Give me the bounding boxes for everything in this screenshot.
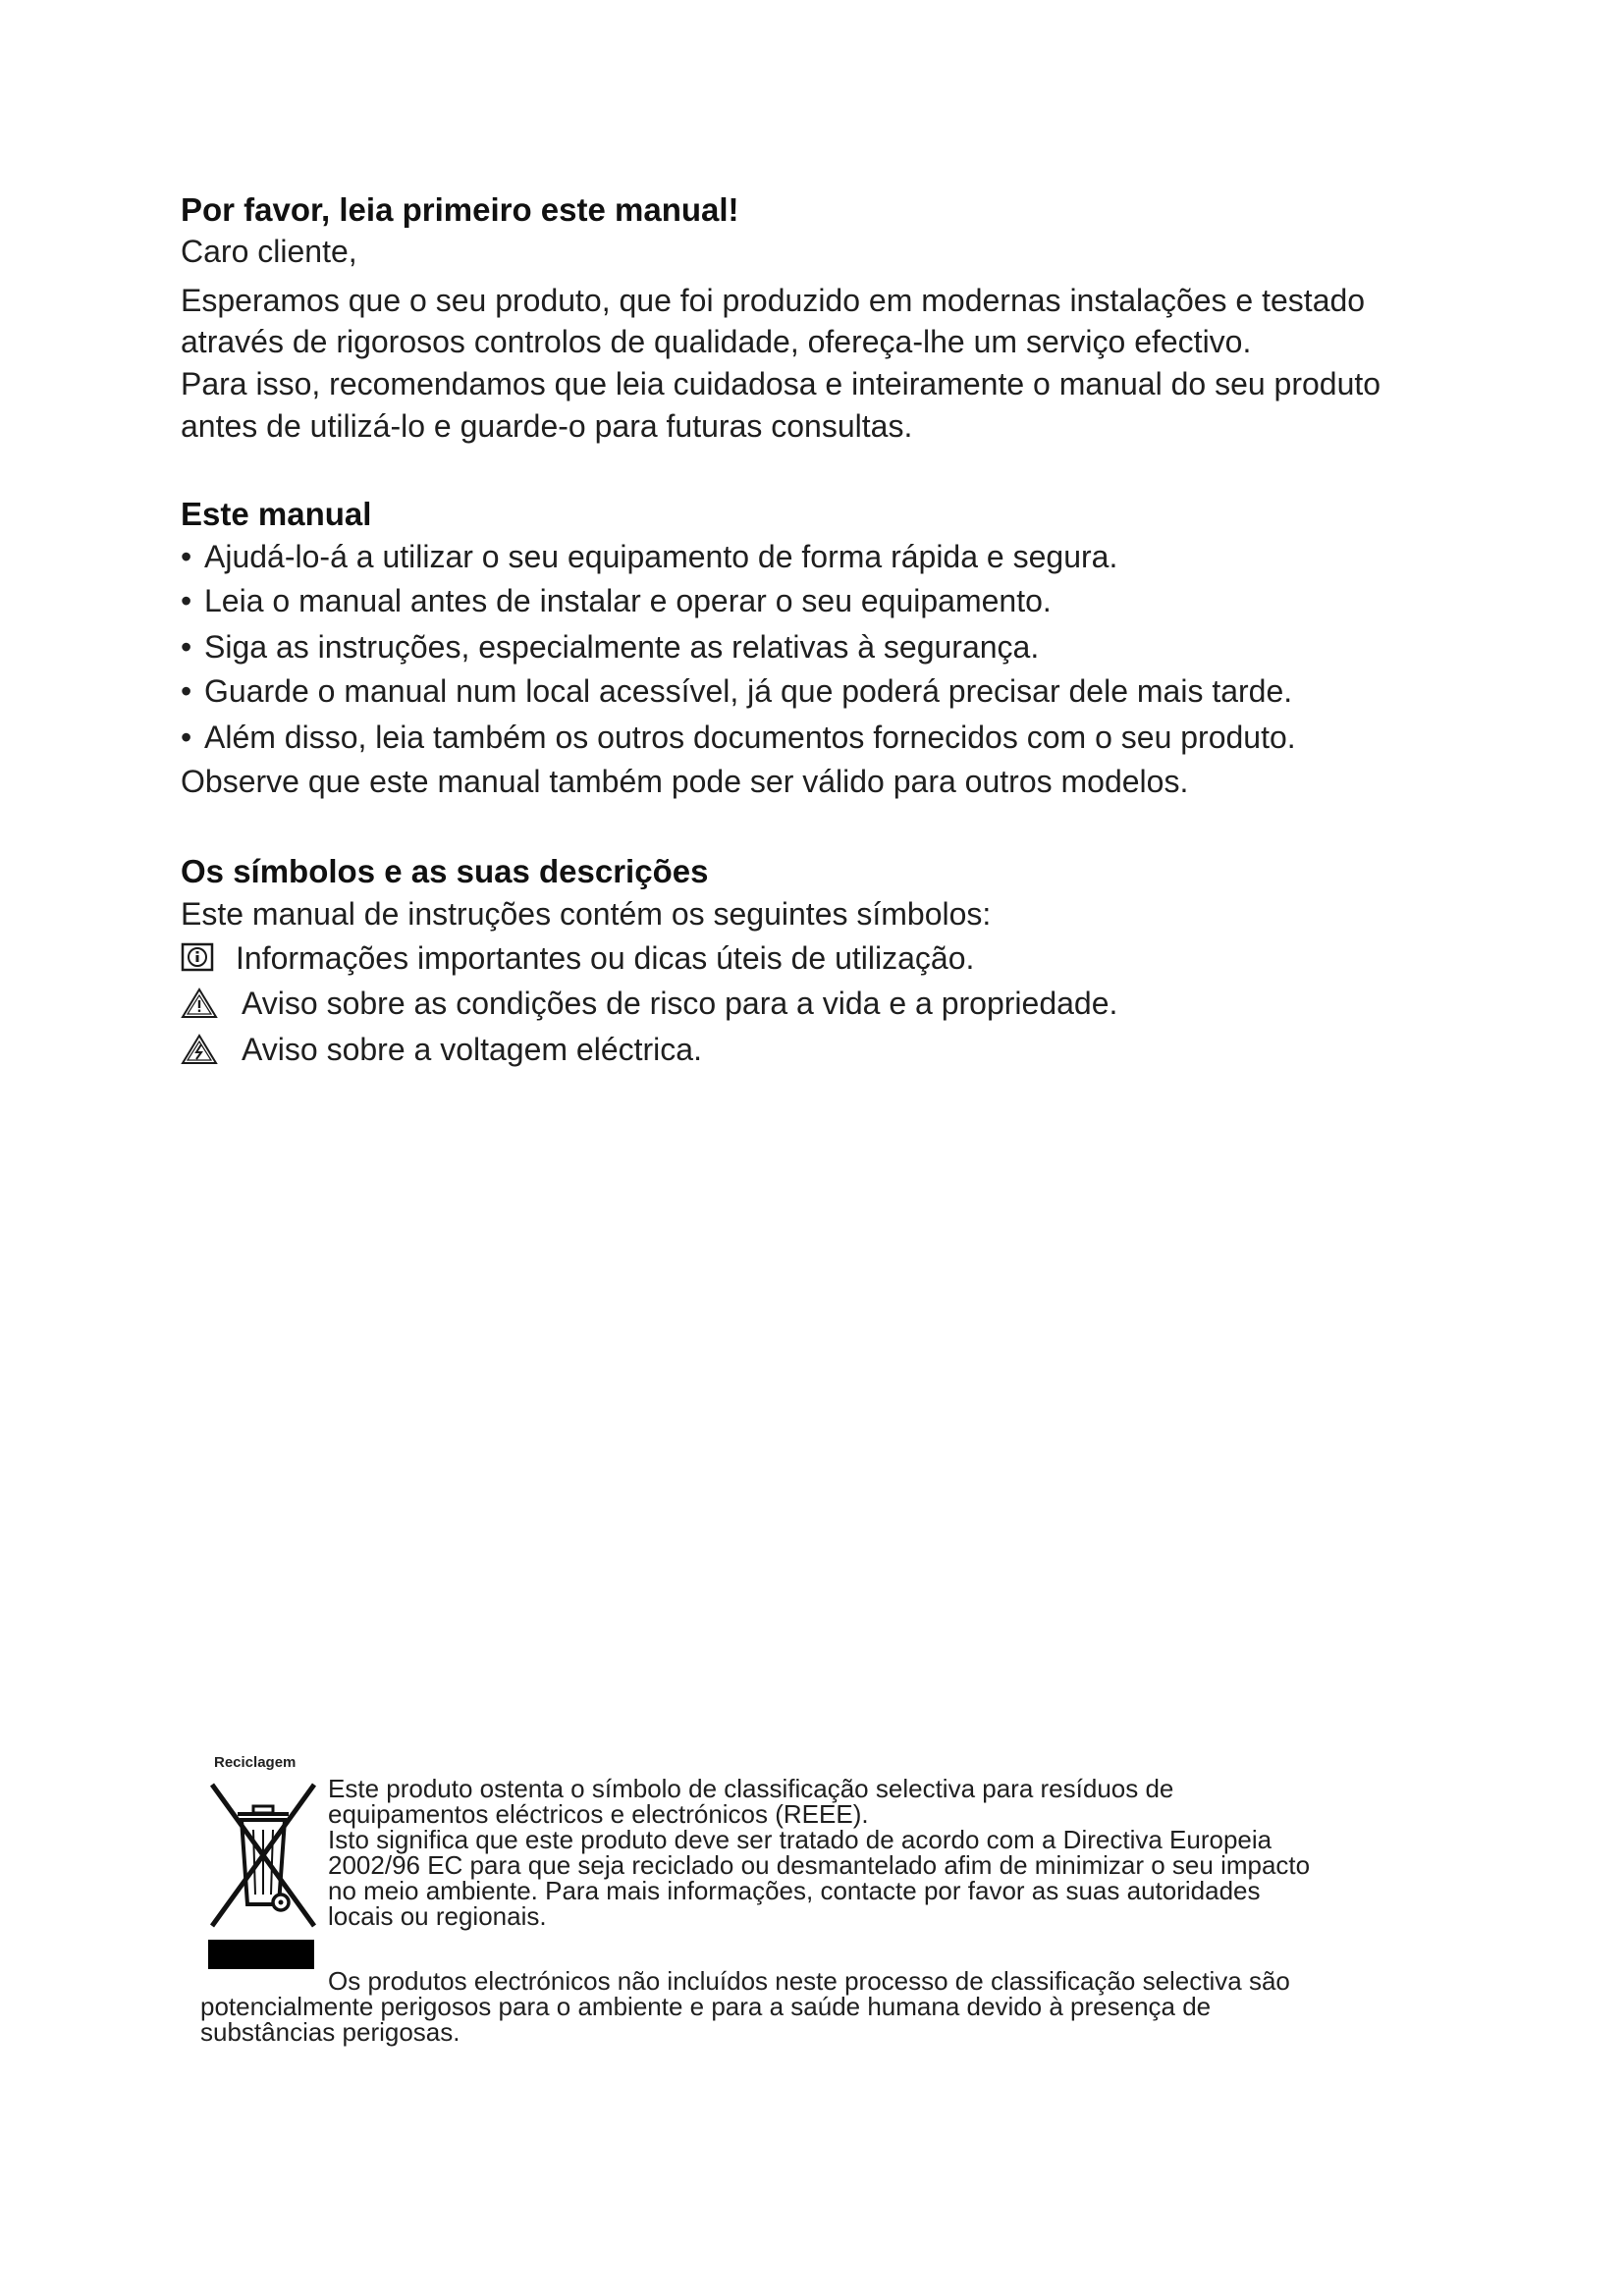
bullet-item	[181, 718, 1296, 757]
recycling-footer-line: substâncias perigosas.	[200, 2017, 460, 2047]
bullet-marker: •	[181, 539, 192, 574]
symbols-heading: Os símbolos e as suas descrições	[181, 853, 709, 889]
bullet-marker: •	[181, 673, 192, 709]
crossed-bin-icon	[204, 1779, 322, 1936]
bullet-text: Além disso, leia também os outros documentos fornecidos com o seu produto.	[204, 720, 1296, 755]
recycling-footer-line: potencialmente perigosos para o ambiente e para a saúde humana devido à presença de	[200, 1992, 1212, 2021]
bullet-marker: •	[181, 720, 192, 755]
bullet-item	[181, 627, 1039, 667]
intro-paragraph-2-line-1: Para isso, recomendamos que leia cuidadosa e inteiramente o manual do seu produto	[181, 366, 1381, 401]
recycling-label: Reciclagem	[214, 1754, 297, 1771]
manual-heading: Este manual	[181, 496, 372, 532]
symbol-info-text: Informações importantes ou dicas úteis de utilização.	[236, 940, 975, 976]
recycling-line: equipamentos eléctricos e electrónicos (REEE).	[328, 1799, 869, 1829]
symbol-warning-text: Aviso sobre as condições de risco para a vida e a propriedade.	[242, 986, 1118, 1021]
recycling-line: Este produto ostenta o símbolo de classificação selectiva para resíduos de	[328, 1774, 1174, 1803]
bullet-text: Leia o manual antes de instalar e operar o seu equipamento.	[204, 583, 1052, 618]
recycling-line: locais ou regionais.	[328, 1901, 547, 1931]
bullet-item	[181, 581, 1052, 620]
bullet-item	[181, 671, 1292, 711]
electric-warning-icon	[181, 1034, 218, 1065]
intro-paragraph-2-line-2: antes de utilizá-lo e guarde-o para futuras consultas.	[181, 408, 913, 444]
recycling-line: 2002/96 EC para que seja reciclado ou desmantelado afim de minimizar o seu impacto	[328, 1850, 1311, 1880]
greeting: Caro cliente,	[181, 234, 357, 269]
recycling-line: no meio ambiente. Para mais informações, contacte por favor as suas autoridades	[328, 1876, 1261, 1905]
manual-note: Observe que este manual também pode ser válido para outros modelos.	[181, 764, 1189, 799]
symbol-electric-text: Aviso sobre a voltagem eléctrica.	[242, 1032, 702, 1067]
intro-paragraph-1-line-2: através de rigorosos controlos de qualidade, ofereça-lhe um serviço efectivo.	[181, 324, 1252, 359]
bullet-text: Guarde o manual num local acessível, já que poderá precisar dele mais tarde.	[204, 673, 1293, 709]
intro-heading: Por favor, leia primeiro este manual!	[181, 191, 739, 228]
info-icon	[181, 942, 214, 972]
recycling-footer-line: Os produtos electrónicos não incluídos neste processo de classificação selectiva são	[328, 1966, 1290, 1996]
recycling-black-bar	[208, 1940, 314, 1969]
symbol-row-info	[181, 938, 1261, 978]
symbols-intro: Este manual de instruções contém os seguintes símbolos:	[181, 896, 992, 932]
symbol-row-warning	[181, 984, 1261, 1023]
warning-icon	[181, 988, 218, 1019]
bullet-item	[181, 537, 1117, 576]
bullet-text: Siga as instruções, especialmente as relativas à segurança.	[204, 629, 1040, 665]
bullet-text: Ajudá-lo-á a utilizar o seu equipamento de forma rápida e segura.	[204, 539, 1118, 574]
bullet-marker: •	[181, 629, 192, 665]
symbol-row-electric	[181, 1030, 1261, 1069]
bullet-marker: •	[181, 583, 192, 618]
intro-paragraph-1-line-1: Esperamos que o seu produto, que foi produzido em modernas instalações e testado	[181, 283, 1366, 318]
recycling-line: Isto significa que este produto deve ser tratado de acordo com a Directiva Europeia	[328, 1825, 1272, 1854]
